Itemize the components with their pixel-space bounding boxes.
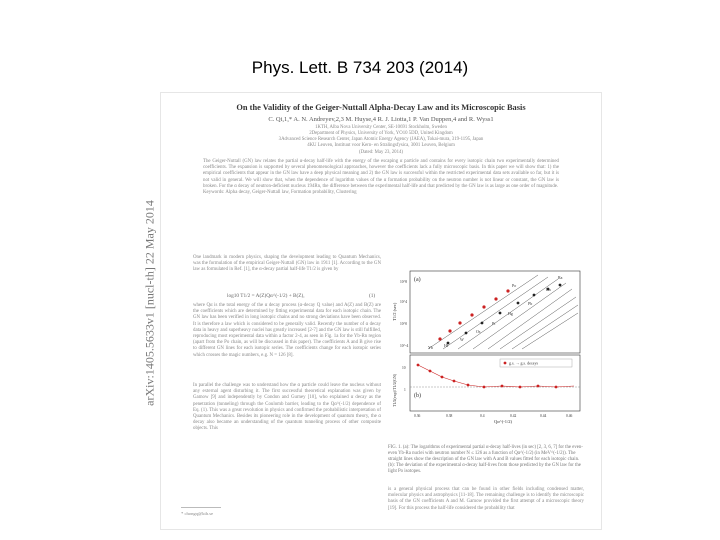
data-point bbox=[458, 321, 461, 324]
data-point bbox=[417, 364, 420, 367]
other-points bbox=[447, 284, 562, 345]
data-point bbox=[482, 305, 485, 308]
isotope-labels bbox=[428, 275, 563, 350]
paper-title: On the Validity of the Geiger-Nuttall Alpha-Decay Law and its Microscopic Basis bbox=[236, 103, 526, 112]
y-tick: 10 bbox=[402, 366, 406, 370]
isotope-label: Hg bbox=[508, 311, 513, 316]
y-ticks-a bbox=[400, 280, 408, 348]
data-point bbox=[501, 385, 504, 388]
paper-date: (Dated: May 23, 2014) bbox=[359, 150, 403, 155]
x-tick: 0.44 bbox=[540, 414, 547, 418]
y-tick: 10^0 bbox=[400, 322, 408, 326]
slide-caption: Phys. Lett. B 734 203 (2014) bbox=[251, 58, 469, 77]
paper-abstract bbox=[203, 159, 559, 196]
left-column-body: where Qα is the total energy of the α decay process (α-decay Q value) and A(Z) and B(Z) are the coefficients which are determined by fitting experimental data for each isotopic chain. The GN law has been verified in long isotopic chains and no strong deviations have been observed. It is therefore a law which is considered to be generally valid. Recently the number of α decay data in heavy and superheavy nuclei has greatly increased [2-7] and the GN law is still fulfilled, reproducing most experimental data within a factor 2-4, as seen in Fig. 1a for the Yb-Rn region (apart from the Po chain, as will be discussed in this paper). The coefficients A and B give rise to different GN lines for each isotopic series. The coefficients change for each isotopic series which crosses the magic numbers, e.g. N = 126 [8]. bbox=[193, 303, 381, 358]
gn-line bbox=[473, 283, 566, 349]
x-tick: 0.42 bbox=[510, 414, 517, 418]
isotope-label: W bbox=[460, 337, 464, 342]
left-column-body-2: In parallel the challenge was to understand how the α particle could leave the nucleus without any external agent disturbing it. The first successful theoretical explanation was given by Gamow [9] and independently by Condon and Gurney [10], who explained α decay as the penetration (tunneling) through the Coulomb barrier, leading to the Qα^(-1/2) dependence of Eq. (1). This was a great revolution in physics and confirmed the probabilistic interpretation of Quantum Mechanics. Besides its pioneering role in the development of quantum theory, the α decay also became an understanding of the quantum tunneling process of other composite objects. This bbox=[193, 383, 381, 432]
gn-line bbox=[522, 313, 578, 349]
abstract-text: The Geiger-Nuttall (GN) law relates the partial α-decay half-life with the energy of the escaping α particle and contains for every isotopic chain two experimentally determined coefficients. The expansion is supported by several phenomenological approaches, however the coefficients lack a fully microscopic basis. In this paper we will show that: 1) the empirical coefficients that appear in the GN law have a deep physical meaning and 2) the GN law is successful within the restricted experimental data sets available so far, but it is not valid in general. We will show that, when the dependence of logarithm values of the α formation probability on the neutron number is not linear or constant, the GN law is broken. For the α decay of neutron-deficient nucleus 194Rn, the difference between the experimental half-life and that predicted by the GN law is as large as one order of magnitude. bbox=[203, 159, 559, 189]
po-points bbox=[438, 289, 509, 340]
data-point bbox=[467, 384, 470, 387]
data-point bbox=[448, 329, 451, 332]
deviation-points bbox=[417, 364, 558, 389]
data-point bbox=[559, 284, 562, 287]
paper-page bbox=[142, 92, 602, 530]
data-point bbox=[499, 312, 502, 315]
data-point bbox=[453, 380, 456, 383]
data-point bbox=[441, 376, 444, 379]
data-point bbox=[483, 386, 486, 389]
data-point bbox=[465, 332, 468, 335]
data-point bbox=[517, 302, 520, 305]
gn-lines bbox=[428, 275, 578, 349]
isotope-label: Pb bbox=[528, 301, 533, 306]
isotope-label: Ra bbox=[558, 275, 563, 280]
paper-authors: C. Qi,1,* A. N. Andreyev,2,3 M. Huyse,4 R. J. Liotta,1 P. Van Duppen,4 and R. Wyss1 bbox=[268, 116, 494, 123]
xlabel: Qα^(-1/2) bbox=[494, 419, 512, 424]
isotope-label: Pt bbox=[492, 321, 496, 326]
isotope-label: Hf bbox=[444, 343, 449, 348]
y-ticks-b bbox=[402, 366, 406, 392]
equation-number: (1) bbox=[369, 293, 376, 299]
ylabel-a: T1/2 (sec) bbox=[392, 302, 397, 321]
panel-b-label: (b) bbox=[414, 393, 421, 399]
keywords: Keywords: Alpha decay, Geiger-Nuttall law, Formation probability, Clustering bbox=[203, 190, 357, 196]
gn-line bbox=[500, 297, 576, 349]
data-point bbox=[537, 385, 540, 388]
isotope-label: Os bbox=[476, 329, 481, 334]
right-column-body: is a general physical process that can be found in other fields including condensed matter, molecular physics and astrophysics [11-18]. The remaining challenge is to identify the microscopic basis of the GN coefficients A and M. Gamow provided the first attempt of a microscopic theory [19]. For this process the half-life considered the probability that bbox=[388, 487, 584, 511]
gn-line bbox=[512, 305, 578, 349]
y-tick: 1 bbox=[404, 388, 406, 392]
gn-line bbox=[443, 277, 548, 349]
isotope-label: Yb bbox=[428, 345, 433, 350]
arxiv-stamp: arXiv:1405.5633v1 [nucl-th] 22 May 2014 bbox=[142, 200, 157, 406]
data-point bbox=[533, 294, 536, 297]
x-tick: 0.4 bbox=[480, 414, 485, 418]
gn-line bbox=[428, 275, 538, 349]
legend-marker bbox=[504, 362, 507, 365]
legend-text: g.s. → g.s. decays bbox=[509, 360, 538, 366]
left-column-intro: One landmark in modern physics, shaping the development leading to Quantum Mechanics, was the formulation of the empirical Geiger-Nuttall (GN) law in 1911 [1]. According to the GN law as formulated in Ref. [1], the α-decay partial half-life T1/2 is given by bbox=[193, 255, 381, 273]
data-point bbox=[506, 289, 509, 292]
isotope-label: Rn bbox=[546, 287, 551, 292]
isotope-label: Po bbox=[512, 283, 517, 288]
data-point bbox=[494, 297, 497, 300]
data-point bbox=[470, 313, 473, 316]
x-ticks bbox=[414, 414, 572, 418]
y-tick: 10^-4 bbox=[400, 344, 409, 348]
affiliation: 3Advanced Science Research Center, Japan Atomic Energy Agency (JAEA), Tokai-mura, 319-1195, Japan bbox=[278, 137, 484, 142]
data-point bbox=[481, 322, 484, 325]
data-point bbox=[438, 337, 441, 340]
x-tick: 0.46 bbox=[566, 414, 573, 418]
footnote: * chongq@kth.se bbox=[181, 511, 214, 516]
footnote-rule bbox=[181, 507, 221, 508]
equation-1: log10 T1/2 = A(Z)Qα^(-1/2) + B(Z), bbox=[227, 293, 305, 299]
data-point bbox=[519, 386, 522, 389]
figure-caption: FIG. 1. (a): The logarithms of experimental partial α-decay half-lives (in sec) [2, 3, 6, 7] for the even-even Yb-Ra nuclei with neutron number N ≤ 126 as a function of Qα^(-1/2) (in MeV^(-1/2)). The straight lines show the description of the GN law with A and B values fitted for each isotopic chain. (b): The deviation of the experimental α-decay half-lives from those predicted by the GN law for the light Po isotopes. bbox=[388, 445, 583, 474]
affiliation: 2Department of Physics, University of York, YO10 5DD, United Kingdom bbox=[309, 131, 453, 136]
affiliation: 1KTH, Alba Nova University Center, SE-10691 Stockholm, Sweden bbox=[315, 125, 447, 130]
y-tick: 10^4 bbox=[400, 300, 408, 304]
x-tick: 0.38 bbox=[446, 414, 453, 418]
y-tick: 10^8 bbox=[400, 280, 408, 284]
ylabel-b: T1/2(exp)/T1/2(GN) bbox=[392, 373, 397, 407]
data-point bbox=[429, 370, 432, 373]
affiliation: 4KU Leuven, Instituut voor Kern- en Stralingsfysica, 3001 Leuven, Belgium bbox=[307, 143, 455, 148]
data-point bbox=[555, 386, 558, 389]
panel-a-label: (a) bbox=[414, 277, 421, 283]
x-tick: 0.36 bbox=[414, 414, 421, 418]
